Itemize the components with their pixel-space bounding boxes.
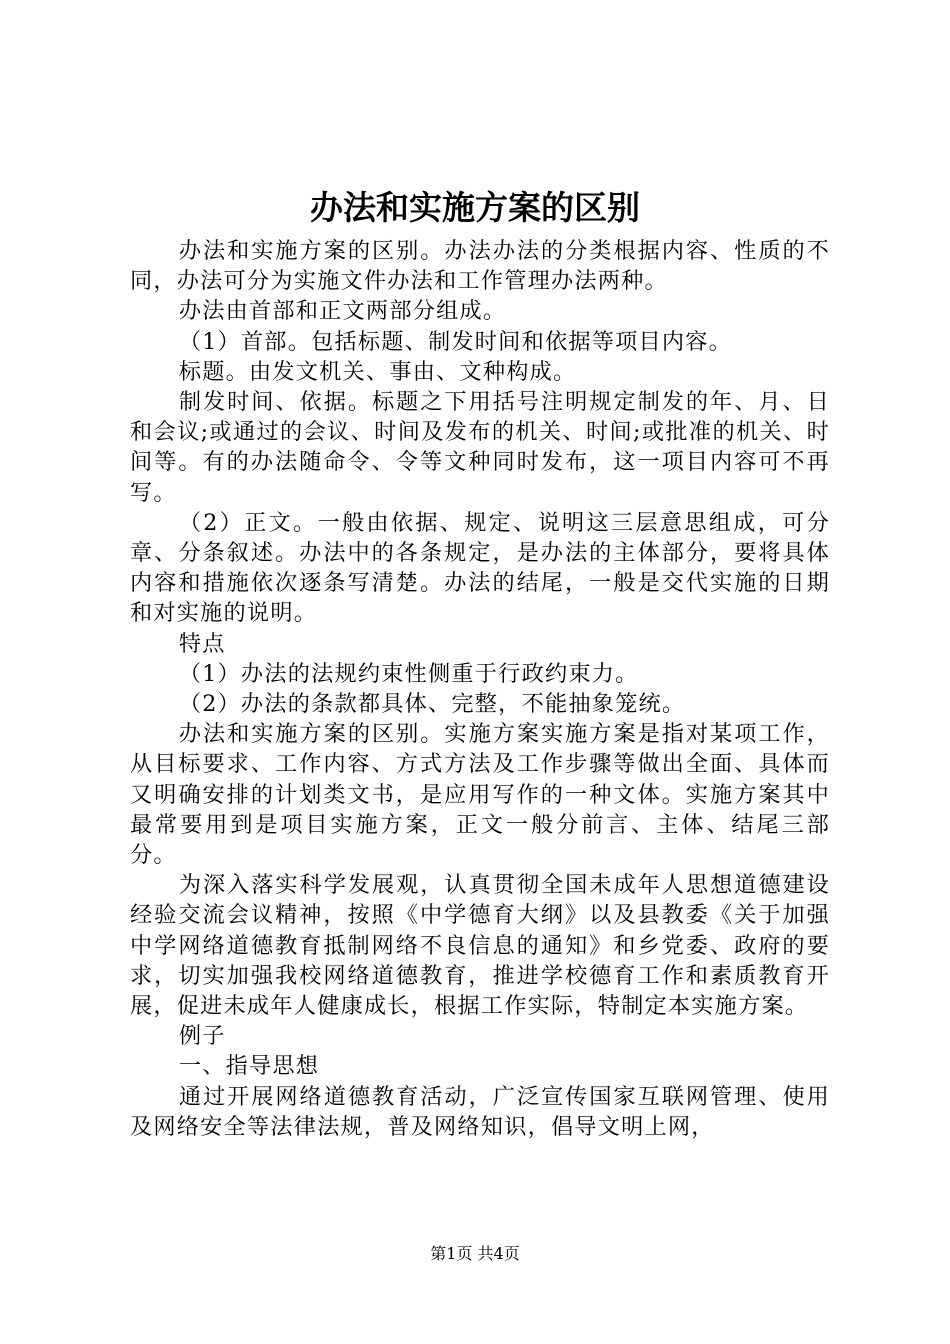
document-title: 办法和实施方案的区别	[310, 188, 640, 227]
paragraph: 特点	[178, 630, 226, 657]
paragraph: 例子	[178, 1023, 226, 1050]
paragraph: 标题。由发文机关、事由、文种构成。	[178, 358, 577, 385]
paragraph: （1）办法的法规约束性侧重于行政约束力。	[178, 660, 639, 687]
paragraph: 制发时间、依据。标题之下用括号注明规定制发的年、月、日和会议;或通过的会议、时间及发布的机关、时间;或批准的机关、时间等。有的办法随命令、令等文种同时发布，这一项目内容可不再写。	[130, 389, 830, 506]
document-body	[130, 236, 830, 1142]
paragraph: 一、指导思想	[178, 1053, 320, 1080]
paragraph: （2）正文。一般由依据、规定、说明这三层意思组成，可分章、分条叙述。办法中的各条规定，是办法的主体部分，要将具体内容和措施依次逐条写清楚。办法的结尾，一般是交代实施的日期和对实施的说明。	[130, 509, 830, 627]
paragraph: （1）首部。包括标题、制发时间和依据等项目内容。	[178, 328, 733, 355]
paragraph: （2）办法的条款都具体、完整，不能抽象笼统。	[178, 691, 686, 718]
paragraph: 办法和实施方案的区别。实施方案实施方案是指对某项工作，从目标要求、工作内容、方式方法及工作步骤等做出全面、具体而又明确安排的计划类文书，是应用写作的一种文体。实施方案其中最常要用到是项目实施方案，正文一般分前言、主体、结尾三部分。	[130, 721, 830, 869]
paragraph: 为深入落实科学发展观，认真贯彻全国未成年人思想道德建设经验交流会议精神，按照《中学德育大纲》以及县教委《关于加强中学网络道德教育抵制网络不良信息的通知》和乡党委、政府的要求，切实加强我校网络道德教育，推进学校德育工作和素质教育开展，促进未成年人健康成长，根据工作实际，特制定本实施方案。	[130, 872, 830, 1020]
paragraph: 通过开展网络道德教育活动，广泛宣传国家互联网管理、使用及网络安全等法律法规，普及网络知识，倡导文明上网，	[130, 1083, 830, 1140]
paragraph: 办法和实施方案的区别。办法办法的分类根据内容、性质的不同，办法可分为实施文件办法和工作管理办法两种。	[130, 238, 830, 295]
page-footer: 第1页 共4页	[430, 1244, 520, 1263]
paragraph: 办法由首部和正文两部分组成。	[178, 298, 507, 325]
